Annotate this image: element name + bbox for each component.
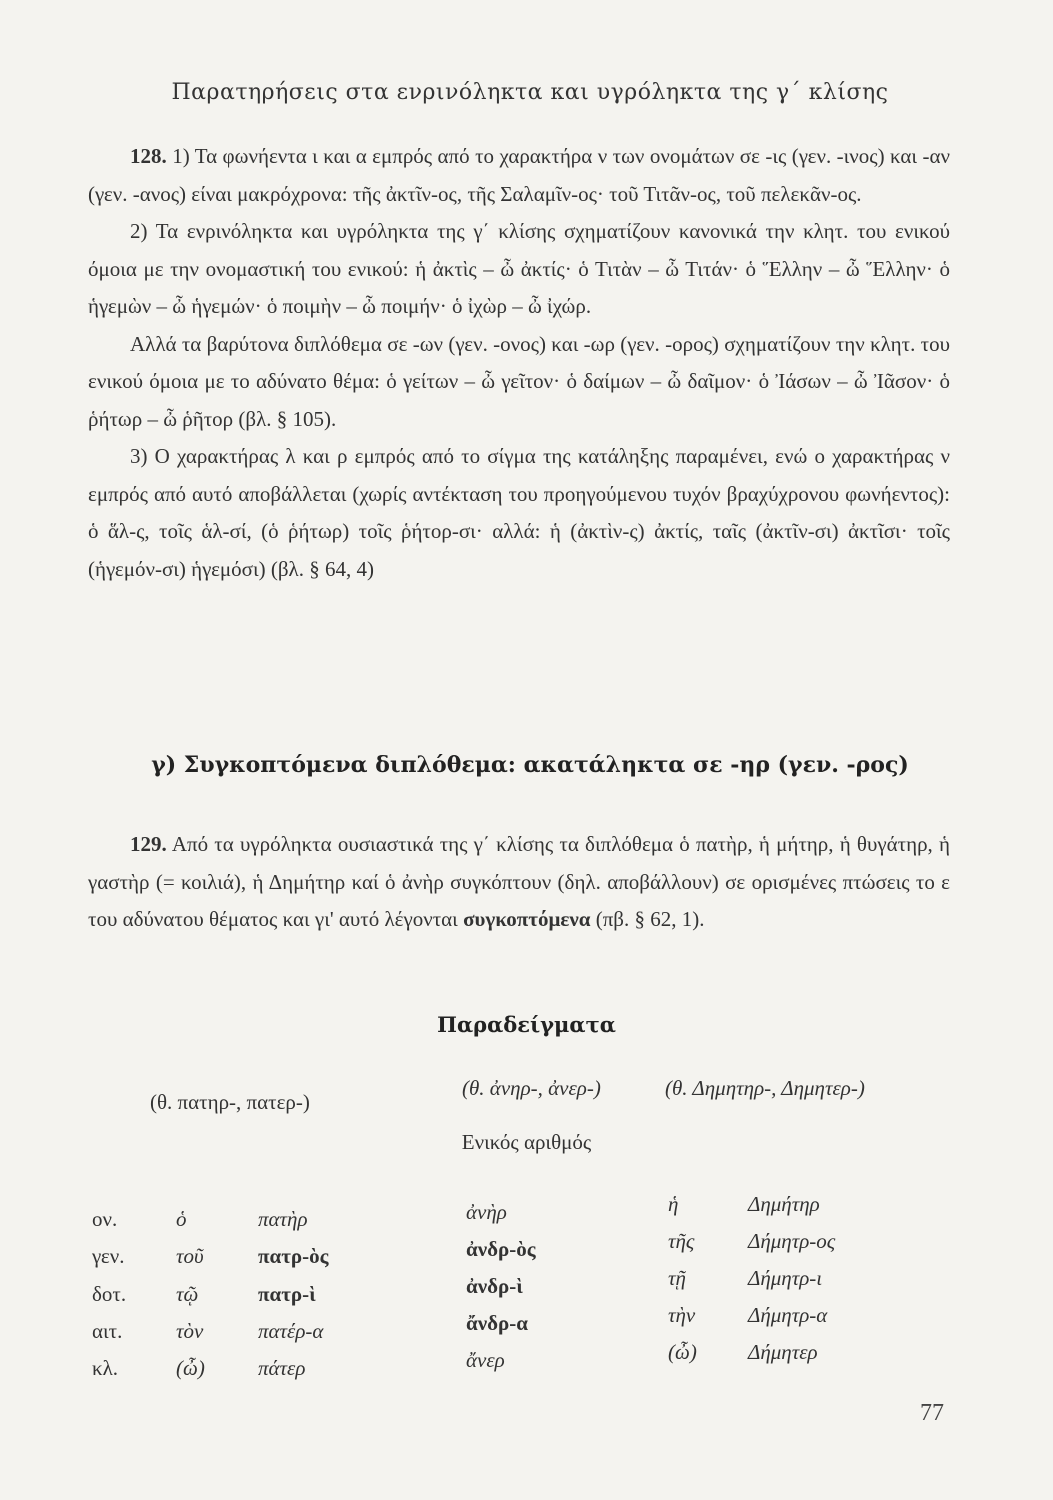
p128-item-3: 3) Ο χαρακτήρας λ και ρ εμπρός από το σίγμα της κατάληξης παραμένει, ενώ ο χαρακτήρας ν εμπρός από αυτό αποβάλλεται (χωρίς αντέκταση του προηγούμενου τυχόν βραχύχρονου φωνήεντος): ὁ ἅλ-ς, τοῖς ἁλ-σί, (ὁ ῥήτωρ) τοῖς ῥήτορ-σι· αλλά: ἡ (ἀκτὶν-ς) ἀκτίς, ταῖς (ἀκτῖν-σι) ἀκτῖσι· τοῖς (ἡγεμόν-σι) ἡγεμόσι) (βλ. § 64, 4) bbox=[88, 444, 950, 581]
section-heading: Παρατηρήσεις στα ενρινόληκτα και υγρόληκτα της γ΄ κλίσης bbox=[171, 80, 889, 105]
theme-1: (θ. πατηρ-, πατερ-) bbox=[150, 1090, 310, 1114]
article: τὸν bbox=[176, 1319, 204, 1343]
article: τῆς bbox=[668, 1229, 695, 1253]
paragraph-number: 128. bbox=[130, 144, 167, 168]
article: (ὦ) bbox=[668, 1340, 697, 1364]
word-form: ἄνδρ-α bbox=[466, 1311, 528, 1335]
word-form: Δήμητρ-α bbox=[748, 1303, 828, 1327]
theme-3: (θ. Δημητηρ-, Δημητερ-) bbox=[665, 1076, 865, 1100]
theme-2: (θ. ἀνηρ-, ἀνερ-) bbox=[462, 1076, 601, 1100]
p129-text bbox=[88, 826, 950, 939]
number-label: Ενικός αριθμός bbox=[461, 1130, 592, 1154]
p129-ref: (πβ. § 62, 1). bbox=[595, 907, 705, 931]
word-form: Δημήτηρ bbox=[748, 1192, 820, 1216]
subsection-heading: γ) Συγκοπτόμενα διπλόθεμα: ακατάληκτα σε -ηρ (γεν. -ρος) bbox=[151, 752, 909, 778]
article: τὴν bbox=[668, 1303, 696, 1327]
article: ἡ bbox=[668, 1192, 679, 1216]
case-label: γεν. bbox=[92, 1244, 125, 1268]
word-form: ἀνὴρ bbox=[466, 1200, 507, 1224]
word-form: ἄνερ bbox=[466, 1348, 505, 1372]
article: τοῦ bbox=[176, 1244, 204, 1268]
article: (ὦ) bbox=[176, 1356, 205, 1380]
case-label: αιτ. bbox=[92, 1319, 123, 1343]
word-form: πάτερ bbox=[258, 1356, 306, 1380]
word-form: πατὴρ bbox=[258, 1207, 308, 1231]
paragraph-128 bbox=[88, 138, 950, 588]
word-form: πατρ-ὶ bbox=[258, 1282, 316, 1306]
paragraph-129 bbox=[88, 826, 950, 939]
article: τῷ bbox=[176, 1282, 199, 1306]
page-number: 77 bbox=[920, 1400, 944, 1426]
article: τῇ bbox=[668, 1266, 686, 1290]
p128-item-1 bbox=[88, 138, 950, 213]
p128-item-1-text: 1) Τα φωνήεντα ι και α εμπρός από το χαρακτήρα ν των ονομάτων σε -ις (γεν. -ινος) και -αν (γεν. -ανος) είναι μακρόχρονα: τῆς ἀκτῖν-ος, τῆς Σαλαμῖν-ος· τοῦ Τιτᾶν-ος, τοῦ πελεκᾶν-ος. bbox=[88, 144, 950, 206]
word-form: πατέρ-α bbox=[258, 1319, 324, 1343]
word-form: ἀνδρ-ὸς bbox=[466, 1237, 536, 1261]
case-label: δοτ. bbox=[92, 1282, 127, 1306]
word-form: Δήμητερ bbox=[748, 1340, 818, 1364]
word-form: Δήμητρ-ος bbox=[748, 1229, 836, 1253]
paragraph-number: 129. bbox=[130, 832, 167, 856]
p128-item-2b: Αλλά τα βαρύτονα διπλόθεμα σε -ων (γεν. -ονος) και -ωρ (γεν. -ορος) σχηματίζουν την κλητ. του ενικού όμοια με το αδύνατο θέμα: ὁ γείτων – ὦ γεῖτον· ὁ δαίμων – ὦ δαῖμον· ὁ Ἰάσων – ὦ Ἰᾶσον· ὁ ῥήτωρ – ὦ ῥῆτορ (βλ. § 105). bbox=[88, 331, 950, 431]
word-form: Δήμητρ-ι bbox=[748, 1266, 823, 1290]
p129-term: συγκοπτόμενα bbox=[463, 907, 591, 931]
case-label: ον. bbox=[92, 1207, 118, 1231]
p129-body: Από τα υγρόληκτα ουσιαστικά της γ΄ κλίσης τα διπλόθεμα ὁ πατὴρ, ἡ μήτηρ, ἡ θυγάτηρ, ἡ γαστὴρ (= κοιλιά), ἡ Δημήτηρ καί ὁ ἀνὴρ συγκόπτουν (δηλ. αποβάλλουν) σε ορισμένες πτώσεις το ε του αδύνατου θέματος και γι' αυτό λέγονται bbox=[88, 832, 951, 931]
article: ὁ bbox=[176, 1207, 187, 1231]
p128-item-2: 2) Τα ενρινόληκτα και υγρόληκτα της γ΄ κλίσης σχηματίζουν κανονικά την κλητ. του ενικού όμοια με την ονομαστική του ενικού: ἡ ἀκτὶς – ὦ ἀκτίς· ὁ Τιτὰν – ὦ Τιτάν· ὁ Ἕλλην – ὦ Ἕλλην· ὁ ἡγεμὼν – ὦ ἡγεμών· ὁ ποιμὴν – ὦ ποιμήν· ὁ ἰχὼρ – ὦ ἰχώρ. bbox=[88, 219, 950, 318]
word-form: ἀνδρ-ὶ bbox=[466, 1274, 523, 1298]
case-label: κλ. bbox=[92, 1356, 119, 1380]
examples-title: Παραδείγματα bbox=[437, 1012, 616, 1037]
word-form: πατρ-ὸς bbox=[258, 1244, 329, 1268]
